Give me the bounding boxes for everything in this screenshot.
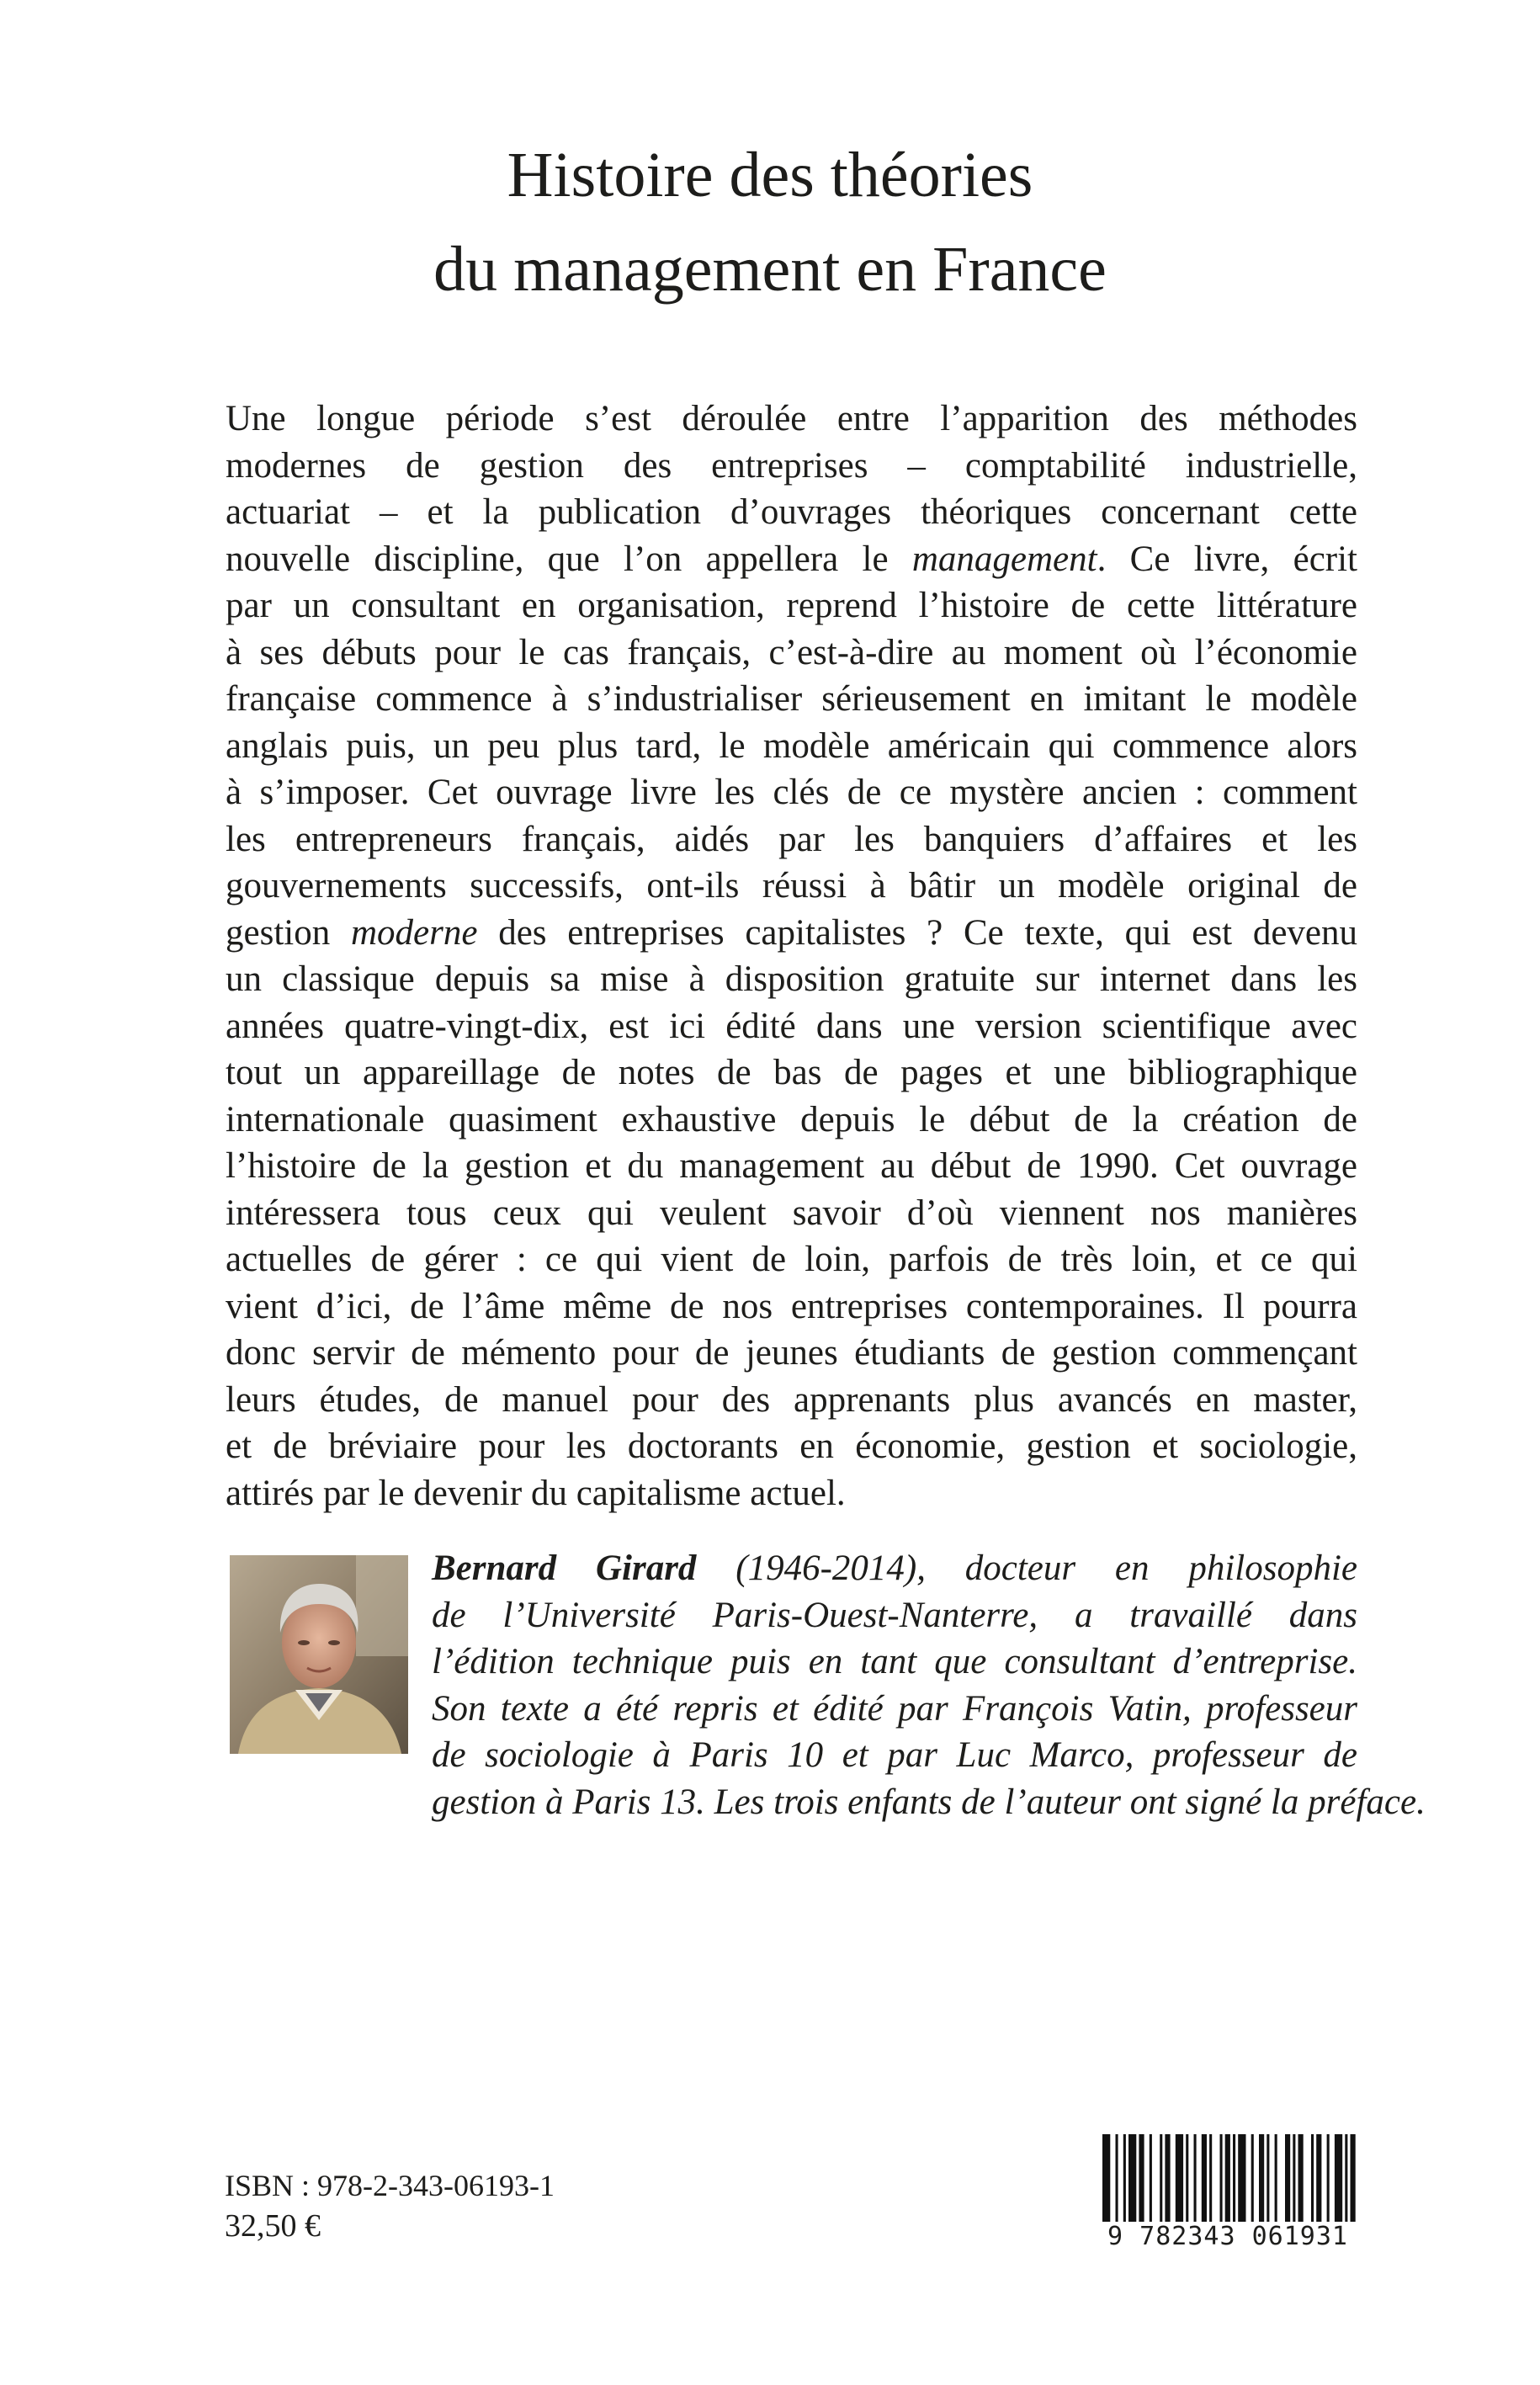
blurb-paragraph <box>226 396 1357 1517</box>
blurb-line: Une longue période s’est déroulée entre l’apparition des méthodes <box>226 399 1357 438</box>
barcode-bar <box>1259 2134 1264 2225</box>
author-bio-line <box>432 1545 1357 1592</box>
blurb-text: . Ce livre, écrit <box>1097 539 1357 579</box>
author-bio-line: l’édition technique puis en tant que consultant d’entreprise. <box>432 1642 1357 1681</box>
author-name: Bernard Girard <box>432 1548 697 1588</box>
barcode-bar <box>1220 2134 1223 2225</box>
barcode-bar <box>1202 2134 1207 2225</box>
blurb-line: à ses débuts pour le cas français, c’est-à-dire au moment où l’économie <box>226 632 1357 672</box>
blurb-line: l’histoire de la gestion et du management au début de 1990. Cet ouvrage <box>226 1146 1357 1186</box>
barcode-bar <box>1275 2134 1277 2225</box>
blurb-line: internationale quasiment exhaustive depuis le début de la création de <box>226 1099 1357 1139</box>
barcode-bar <box>1123 2134 1126 2225</box>
title-line-1: Histoire des théories <box>507 140 1033 210</box>
barcode-bar <box>1128 2134 1136 2225</box>
barcode-bar <box>1176 2134 1183 2225</box>
isbn: ISBN : 978-2-343-06193-1 <box>225 2169 555 2202</box>
book-title <box>0 128 1540 316</box>
blurb-line: et de bréviaire pour les doctorants en économie, gestion et sociologie, <box>226 1426 1357 1466</box>
barcode-bar <box>1267 2134 1269 2225</box>
blurb-line: française commence à s’industrialiser sérieusement en imitant le modèle <box>226 679 1357 719</box>
blurb-line: anglais puis, un peu plus tard, le modèle américain qui commence alors <box>226 725 1357 766</box>
barcode-bar <box>1238 2134 1245 2225</box>
blurb-line <box>226 536 1357 583</box>
blurb-line: vient d’ici, de l’âme même de nos entreprises contemporaines. Il pourra <box>226 1286 1357 1326</box>
blurb-line: actuariat – et la publication d’ouvrages théoriques concernant cette <box>226 492 1357 532</box>
blurb-text: gestion <box>226 912 351 953</box>
barcode-bar <box>1150 2134 1152 2225</box>
barcode-bar <box>1102 2134 1110 2225</box>
blurb-line: les entrepreneurs français, aidés par les banquiers d’affaires et les <box>226 819 1357 859</box>
barcode-bar <box>1298 2134 1304 2225</box>
barcode-bar <box>1335 2134 1342 2225</box>
blurb-italic-term: moderne <box>350 912 478 953</box>
author-bio-line: gestion à Paris 13. Les trois enfants de l’auteur ont signé la préface. <box>432 1782 1426 1822</box>
author-bio-line: de sociologie à Paris 10 et par Luc Marco, professeur de <box>432 1735 1357 1775</box>
blurb-line: tout un appareillage de notes de bas de pages et une bibliographique <box>226 1053 1357 1092</box>
barcode-bar <box>1285 2134 1290 2225</box>
price: 32,50 € <box>225 2208 321 2244</box>
title-line-2: du management en France <box>433 234 1107 305</box>
blurb-line <box>226 910 1357 957</box>
blurb-line: gouvernements successifs, ont-ils réussi à bâtir un modèle original de <box>226 866 1357 906</box>
blurb-line: à s’imposer. Cet ouvrage livre les clés de ce mystère ancien : comment <box>226 773 1357 812</box>
barcode-bar <box>1160 2134 1162 2225</box>
barcode-bar <box>1116 2134 1118 2225</box>
blurb-line: leurs études, de manuel pour des apprenants plus avancés en master, <box>226 1379 1357 1420</box>
barcode-bar <box>1233 2134 1235 2225</box>
blurb-text: des entreprises capitalistes ? Ce texte, qui est devenu <box>477 912 1357 953</box>
author-bio-text: (1946-2014), docteur en philosophie <box>696 1548 1357 1588</box>
barcode-bar <box>1351 2134 1356 2225</box>
barcode-bar <box>1345 2134 1347 2225</box>
barcode-bar <box>1327 2134 1330 2225</box>
barcode-bar <box>1165 2134 1170 2225</box>
barcode-bar <box>1293 2134 1295 2225</box>
barcode-bar <box>1209 2134 1212 2225</box>
author-bio <box>432 1545 1426 1825</box>
barcode-bar <box>1316 2134 1321 2225</box>
barcode-bar <box>1139 2134 1144 2225</box>
blurb-italic-term: management <box>911 539 1097 579</box>
blurb-line: intéressera tous ceux qui veulent savoir d’où viennent nos manières <box>226 1192 1357 1233</box>
blurb-line: donc servir de mémento pour de jeunes étudiants de gestion commençant <box>226 1333 1357 1373</box>
blurb-line: par un consultant en organisation, reprend l’histoire de cette littérature <box>226 586 1357 625</box>
barcode-bar <box>1194 2134 1197 2225</box>
author-bio-line: Son texte a été repris et édité par François Vatin, professeur <box>432 1688 1357 1729</box>
barcode-bar <box>1186 2134 1188 2225</box>
blurb-line: modernes de gestion des entreprises – comptabilité industrielle, <box>226 445 1357 486</box>
blurb-line: attirés par le devenir du capitalisme actuel. <box>226 1473 846 1513</box>
barcode-bar <box>1311 2134 1314 2225</box>
blurb-line: actuelles de gérer : ce qui vient de loin, parfois de très loin, et ce qui <box>226 1240 1357 1279</box>
barcode-bar <box>1251 2134 1254 2225</box>
barcode-digits: 9 782343 061931 <box>1099 2222 1357 2252</box>
author-photo <box>230 1555 408 1754</box>
barcode-bar <box>1225 2134 1230 2225</box>
author-portrait-image <box>230 1555 408 1754</box>
blurb-text: nouvelle discipline, que l’on appellera le <box>226 539 912 579</box>
blurb-line: un classique depuis sa mise à disposition gratuite sur internet dans les <box>226 959 1357 999</box>
blurb-line: années quatre-vingt-dix, est ici édité dans une version scientifique avec <box>226 1006 1357 1046</box>
author-bio-line: de l’Université Paris-Ouest-Nanterre, a travaillé dans <box>432 1595 1357 1635</box>
